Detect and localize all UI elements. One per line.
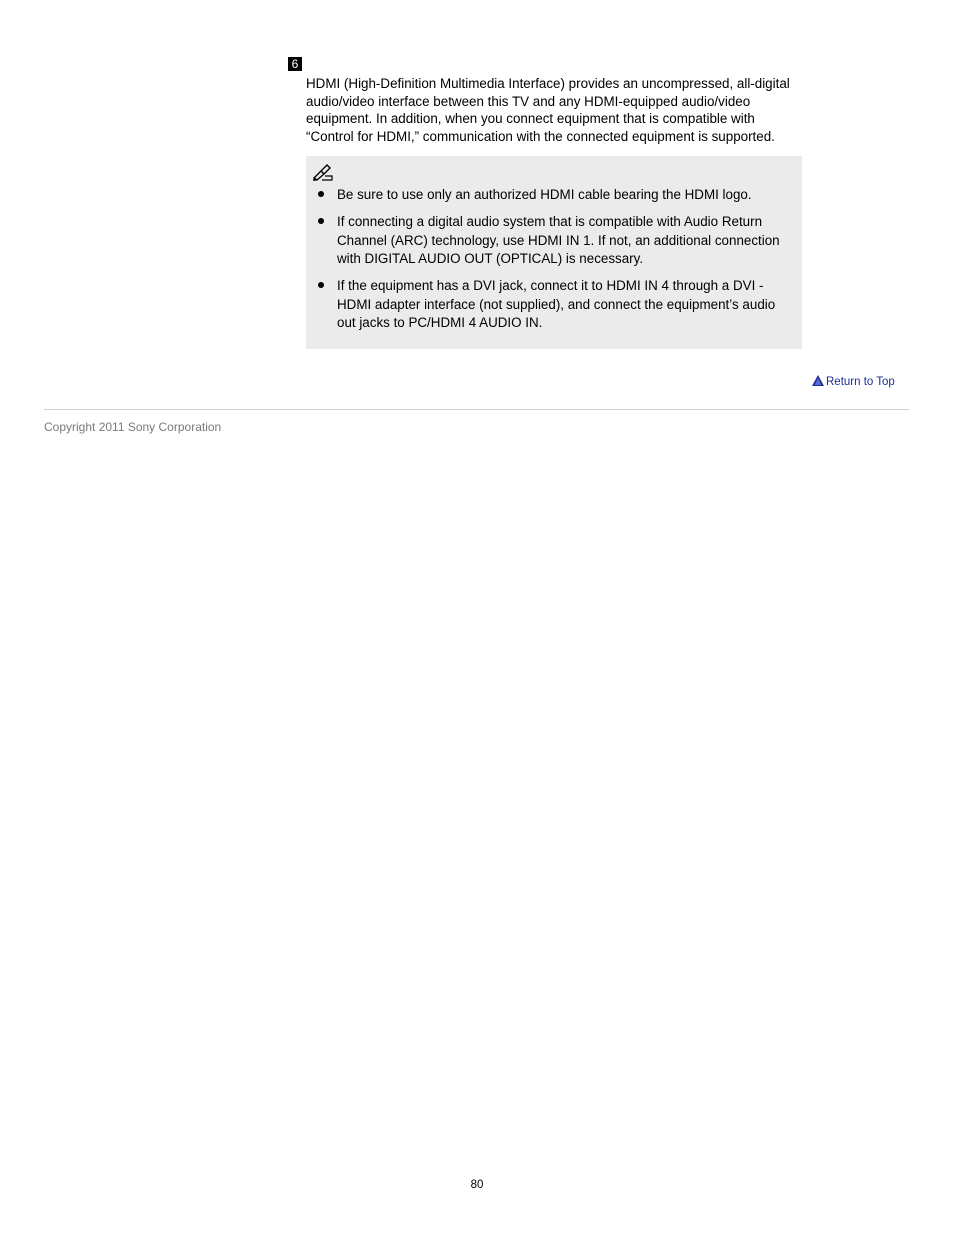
note-item-text: Be sure to use only an authorized HDMI cable bearing the HDMI logo.: [337, 187, 752, 202]
note-item: [306, 186, 802, 205]
hdmi-description: HDMI (High-Definition Multimedia Interface) provides an uncompressed, all-digital audio/video interface between this TV and any HDMI-equipped audio/video equipment. In addition, when you connect equipment that is compatible with “Control for HDMI,” communication with the connected equipment is supported.: [306, 76, 790, 144]
up-triangle-icon: [812, 375, 824, 386]
copyright-text: Copyright 2011 Sony Corporation: [44, 420, 222, 434]
return-to-top-link[interactable]: [812, 374, 895, 390]
return-to-top-label: Return to Top: [826, 376, 895, 388]
note-item-text: If connecting a digital audio system that is compatible with Audio Return Channel (ARC) technology, use HDMI IN 1. If not, an additional connection with DIGITAL AUDIO OUT (OPTICAL) is necessary.: [337, 214, 780, 266]
note-item-text: If the equipment has a DVI jack, connect it to HDMI IN 4 through a DVI - HDMI adapter interface (not supplied), and connect the equipment’s audio out jacks to PC/HDMI 4 AUDIO IN.: [337, 278, 776, 330]
bullet-icon: [318, 282, 324, 288]
step-number-badge: 6: [288, 57, 302, 71]
page-number: 80: [470, 1179, 484, 1191]
note-list: [306, 186, 802, 341]
note-pencil-icon: [312, 163, 334, 181]
footer-divider: [44, 409, 909, 410]
bullet-icon: [318, 191, 324, 197]
note-item: [306, 277, 802, 333]
bullet-icon: [318, 218, 324, 224]
note-item: [306, 213, 802, 269]
note-box: [306, 156, 802, 349]
